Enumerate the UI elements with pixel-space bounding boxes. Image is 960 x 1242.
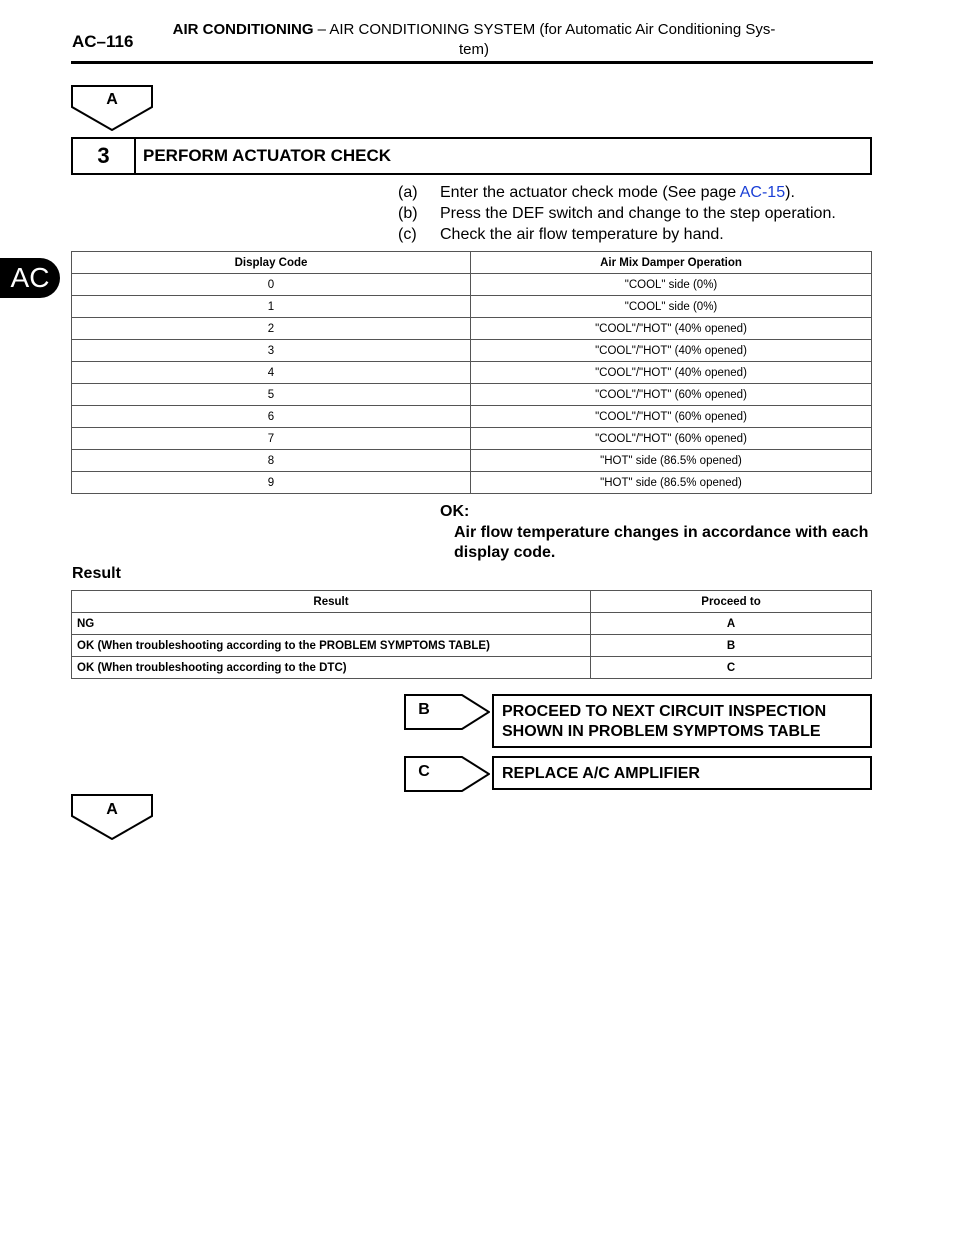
table-header-row — [72, 591, 872, 613]
damper-operation-cell: "COOL"/"HOT" (40% opened) — [471, 362, 872, 384]
proceed-to-cell: A — [591, 613, 872, 635]
step-title: PERFORM ACTUATOR CHECK — [143, 146, 392, 165]
display-code-cell: 7 — [72, 428, 471, 450]
result-cell: NG — [72, 613, 591, 635]
section-subtitle-line2: tem) — [459, 41, 489, 58]
table-row — [72, 472, 872, 494]
proceed-to-cell: B — [591, 635, 872, 657]
page-code: AC–116 — [72, 32, 134, 51]
display-code-cell: 2 — [72, 318, 471, 340]
marker-b[interactable]: B — [418, 701, 430, 718]
result-heading: Result — [72, 565, 121, 582]
ok-spec-text: Air flow temperature changes in accordance with each display code. — [454, 524, 869, 561]
instruction-b: (b) Press the DEF switch and change to the step operation. — [398, 205, 836, 222]
table-row — [72, 274, 872, 296]
damper-operation-cell: "COOL" side (0%) — [471, 296, 872, 318]
damper-operation-cell: "COOL"/"HOT" (40% opened) — [471, 318, 872, 340]
table-row — [72, 296, 872, 318]
damper-operation-cell: "COOL"/"HOT" (60% opened) — [471, 384, 872, 406]
table-row — [72, 450, 872, 472]
damper-operation-cell: "HOT" side (86.5% opened) — [471, 450, 872, 472]
side-tab-label: AC — [10, 262, 50, 293]
damper-operation-cell: "COOL"/"HOT" (60% opened) — [471, 428, 872, 450]
instruction-c: (c) Check the air flow temperature by hand. — [398, 226, 724, 243]
display-code-cell: 0 — [72, 274, 471, 296]
page-link[interactable]: AC-15 — [739, 184, 786, 201]
display-code-cell: 4 — [72, 362, 471, 384]
display-code-cell: 9 — [72, 472, 471, 494]
marker-c[interactable]: C — [418, 763, 430, 780]
section-subtitle-line1: AIR CONDITIONING SYSTEM (for Automatic Air Conditioning Sys- — [329, 21, 776, 38]
marker-a-top[interactable]: A — [106, 91, 118, 108]
table-row — [72, 613, 872, 635]
title-separator: – — [313, 21, 330, 38]
damper-operation-cell: "HOT" side (86.5% opened) — [471, 472, 872, 494]
damper-operation-cell: "COOL"/"HOT" (40% opened) — [471, 340, 872, 362]
result-cell: OK (When troubleshooting according to the DTC) — [72, 657, 591, 679]
column-header: Air Mix Damper Operation — [471, 252, 872, 274]
display-code-cell: 8 — [72, 450, 471, 472]
damper-operation-cell: "COOL"/"HOT" (60% opened) — [471, 406, 872, 428]
display-code-cell: 5 — [72, 384, 471, 406]
table-header-row — [72, 252, 872, 274]
table-row — [72, 340, 872, 362]
table-row — [72, 428, 872, 450]
table-row — [72, 635, 872, 657]
table-row — [72, 384, 872, 406]
result-table — [71, 590, 872, 679]
damper-operation-table — [71, 251, 872, 494]
page-title — [148, 20, 800, 60]
table-row — [72, 318, 872, 340]
step-number: 3 — [73, 139, 136, 173]
section-title: AIR CONDITIONING — [172, 21, 314, 38]
table-row — [72, 657, 872, 679]
column-header: Proceed to — [591, 591, 872, 613]
table-row — [72, 362, 872, 384]
display-code-cell: 1 — [72, 296, 471, 318]
header-rule — [71, 61, 873, 64]
display-code-cell: 3 — [72, 340, 471, 362]
ok-label: OK: — [440, 503, 470, 520]
display-code-cell: 6 — [72, 406, 471, 428]
damper-operation-cell: "COOL" side (0%) — [471, 274, 872, 296]
step-header — [71, 137, 872, 175]
column-header: Result — [72, 591, 591, 613]
outcome-c-box[interactable]: REPLACE A/C AMPLIFIER — [492, 756, 872, 790]
outcome-b-box[interactable]: PROCEED TO NEXT CIRCUIT INSPECTION SHOWN IN PROBLEM SYMPTOMS TABLE — [492, 694, 872, 748]
instruction-a: (a) Enter the actuator check mode (See page AC-15). — [398, 184, 795, 201]
proceed-to-cell: C — [591, 657, 872, 679]
result-cell: OK (When troubleshooting according to the PROBLEM SYMPTOMS TABLE) — [72, 635, 591, 657]
table-row — [72, 406, 872, 428]
column-header: Display Code — [72, 252, 471, 274]
marker-a-bottom[interactable]: A — [106, 801, 118, 818]
